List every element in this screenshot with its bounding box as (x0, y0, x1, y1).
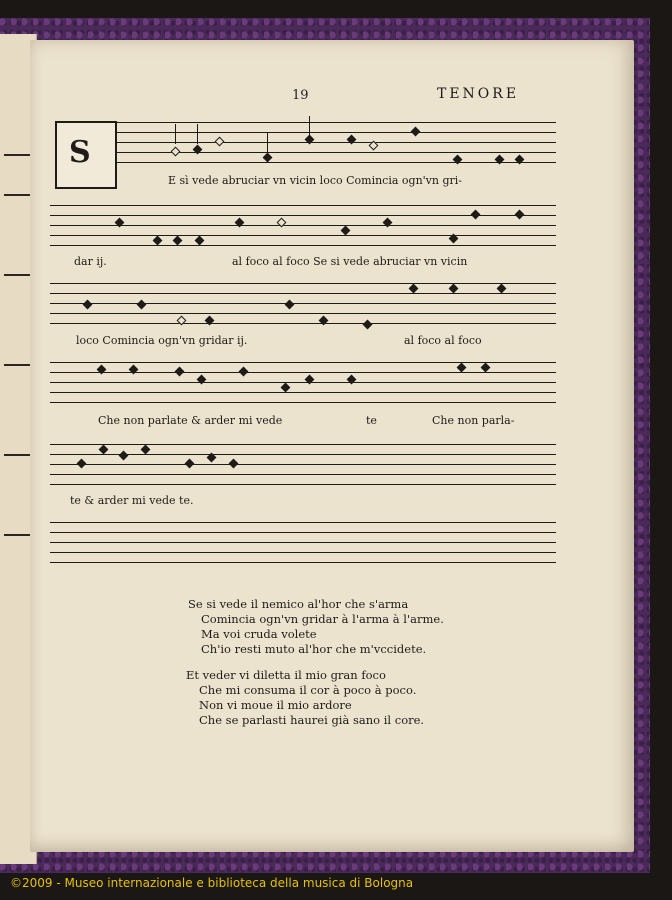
music-staff-4 (50, 362, 556, 404)
poem-line: Comincia ogn'vn gridar à l'arma à l'arme. (201, 612, 444, 626)
blank-staff (50, 522, 556, 564)
poem-line: Che mi consuma il cor à poco à poco. (199, 683, 417, 697)
lyric-line-5: te & arder mi vede te. (70, 494, 194, 507)
lyric-line-4c: Che non parla- (432, 414, 515, 427)
music-staff-2 (50, 205, 556, 247)
lyric-line-2b: al foco al foco Se si vede abruciar vn vicin (232, 255, 468, 268)
initial-letter: S (69, 135, 91, 170)
lyric-line-2a: dar ij. (74, 255, 107, 268)
music-staff-1 (116, 122, 556, 164)
music-staff-3 (50, 283, 556, 325)
voice-part-title: TENORE (437, 86, 520, 102)
decorated-initial (55, 121, 117, 189)
lyric-line-4b: te (366, 414, 377, 427)
lyric-line-3a: loco Comincia ogn'vn gridar ij. (76, 334, 248, 347)
poem-line: Se si vede il nemico al'hor che s'arma (188, 597, 409, 611)
lyric-line-3b: al foco al foco (404, 334, 482, 347)
poem-line: Non vi moue il mio ardore (199, 698, 352, 712)
copyright-notice: ©2009 - Museo internazionale e biblioteca della musica di Bologna (10, 876, 414, 890)
page-number: 19 (292, 88, 309, 103)
music-staff-5 (50, 444, 556, 486)
poem-line: Ch'io resti muto al'hor che m'vccidete. (201, 642, 427, 656)
poem-line: Che se parlasti haurei già sano il core. (199, 713, 425, 727)
lyric-line-4a: Che non parlate & arder mi vede (98, 414, 283, 427)
lyric-line-1: E sì vede abruciar vn vicin loco Comincia ogn'vn gri- (168, 174, 463, 187)
poem-line: Ma voi cruda volete (201, 627, 317, 641)
poem-line: Et veder vi diletta il mio gran foco (186, 668, 386, 682)
